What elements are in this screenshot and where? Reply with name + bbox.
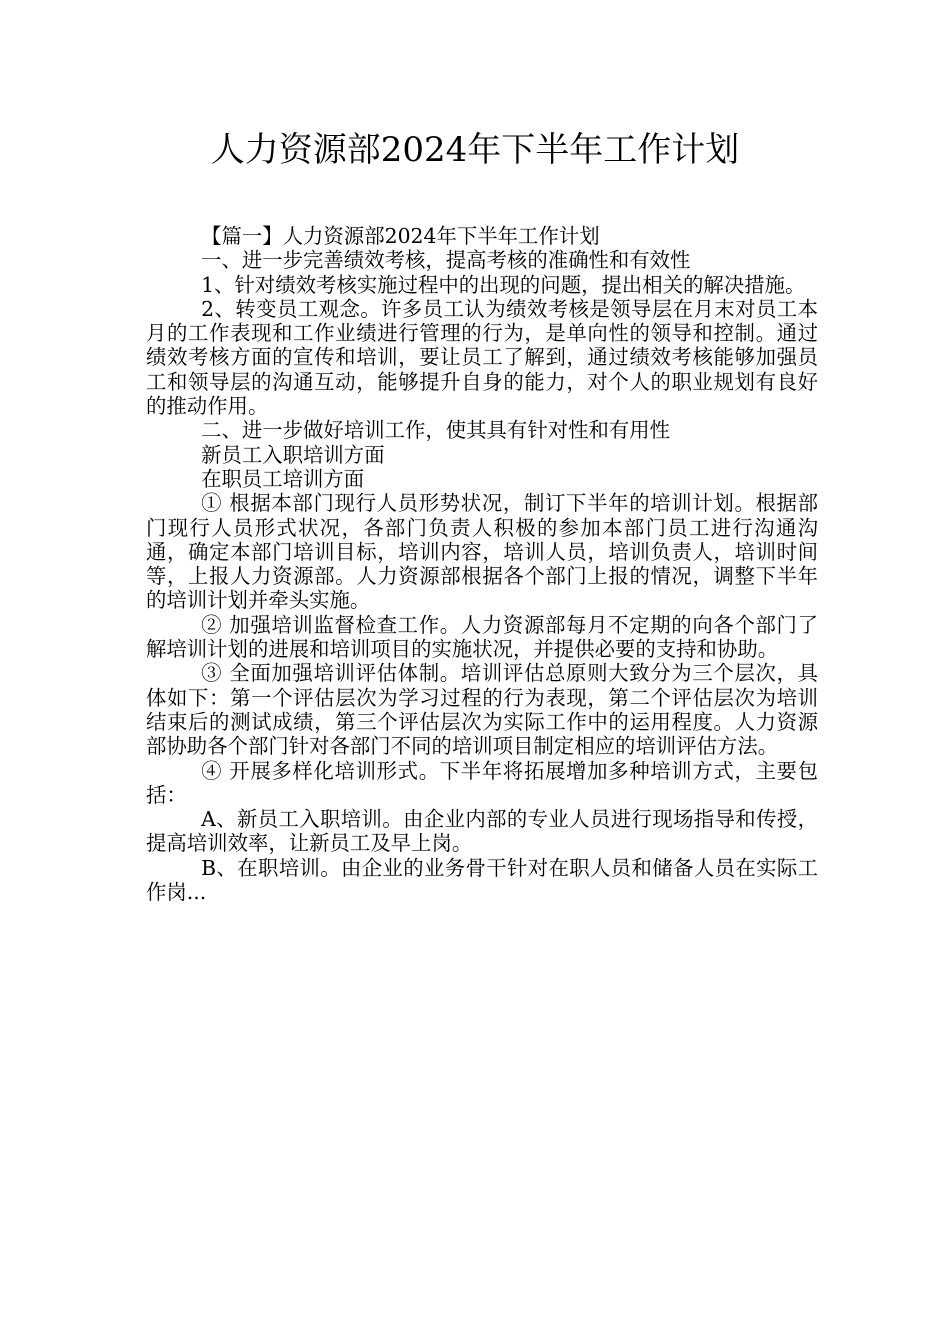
paragraph-circled-4: ④ 开展多样化培训形式。下半年将拓展增加多种培训方式，主要包括： xyxy=(146,758,818,807)
section-heading-training: 二、进一步做好培训工作，使其具有针对性和有用性 xyxy=(201,418,671,443)
paragraph-item-a: A、新员工入职培训。由企业内部的专业人员进行现场指导和传授，提高培训效率，让新员工及早上岗。 xyxy=(146,807,818,856)
paragraph-circled-3: ③ 全面加强培训评估体制。培训评估总原则大致分为三个层次，具体如下：第一个评估层次为学习过程的行为表现，第二个评估层次为培训结束后的测试成绩，第三个评估层次为实际工作中的运用程度。人力资源部协助各个部门针对各部门不同的培训项目制定相应的培训评估方法。 xyxy=(146,661,818,759)
paragraph-item-b: B、在职培训。由企业的业务骨干针对在职人员和储备人员在实际工作岗... xyxy=(146,855,818,905)
document-body xyxy=(146,224,818,904)
paragraph-item-2: 2、转变员工观念。许多员工认为绩效考核是领导层在月末对员工本月的工作表现和工作业绩进行管理的行为，是单向性的领导和控制。通过绩效考核方面的宣传和培训，要让员工了解到，通过绩效考核能够加强员工和领导层的沟通互动，能够提升自身的能力，对个人的职业规划有良好的推动作用。 xyxy=(146,296,818,419)
subheading-new-employee: 新员工入职培训方面 xyxy=(201,442,385,467)
paragraph-heading-part-one: 【篇一】人力资源部2024年下半年工作计划 xyxy=(201,224,600,248)
paragraph-circled-2: ② 加强培训监督检查工作。人力资源部每月不定期的向各个部门了解培训计划的进展和培训项目的实施状况，并提供必要的支持和协助。 xyxy=(146,612,818,662)
paragraph-circled-1: ① 根据本部门现行人员形势状况，制订下半年的培训计划。根据部门现行人员形式状况，各部门负责人积极的参加本部门员工进行沟通沟通，确定本部门培训目标，培训内容，培训人员，培训负责人，培训时间等，上报人力资源部。人力资源部根据各个部门上报的情况，调整下半年的培训计划并牵头实施。 xyxy=(146,491,818,613)
section-heading-performance: 一、进一步完善绩效考核，提高考核的准确性和有效性 xyxy=(201,248,691,273)
subheading-in-service: 在职员工培训方面 xyxy=(201,466,365,491)
document-title: 人力资源部2024年下半年工作计划 xyxy=(210,130,740,170)
paragraph-item-1: 1、针对绩效考核实施过程中的出现的问题，提出相关的解决措施。 xyxy=(201,272,806,297)
